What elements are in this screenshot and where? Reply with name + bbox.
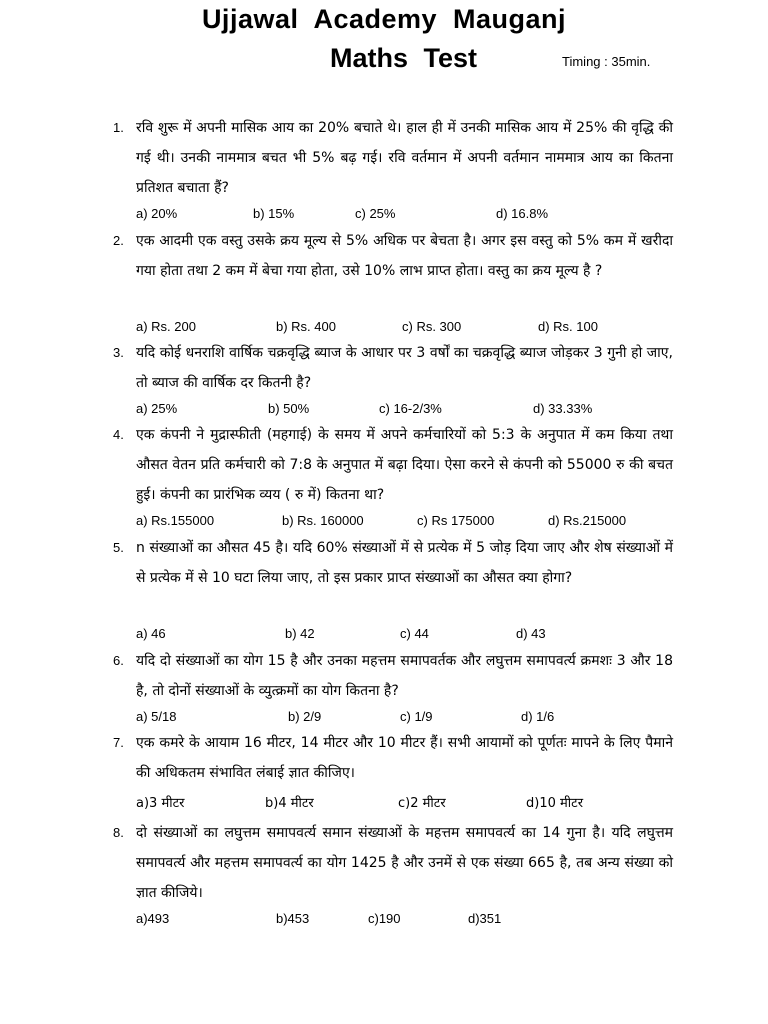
option-c: c)2 मीटर — [398, 796, 446, 811]
option-c: c) Rs. 300 — [402, 319, 462, 334]
option-b: b) Rs. 160000 — [282, 513, 364, 528]
option-d: d) Rs.215000 — [548, 513, 627, 528]
question-text: दो संख्याओं का लघुत्तम समापवर्त्य समान संख्याओं के महत्तम समापवर्त्य का 14 गुना है। यदि लघुत्तम समापवर्त्य और महत्तम समापवर्त्य का योग 1425 है और उनमें से एक संख्या 665 है, तब अन्य संख्या को ज्ञात कीजिये। — [136, 825, 673, 901]
options-row — [136, 793, 673, 811]
option-b: b) 50% — [268, 401, 310, 416]
option-b: b) 15% — [253, 206, 295, 221]
option-a: a) 5/18 — [136, 709, 177, 724]
options-row — [136, 911, 673, 929]
option-b: b)4 मीटर — [265, 796, 314, 811]
question-text: एक कमरे के आयाम 16 मीटर, 14 मीटर और 10 मीटर हैं। सभी आयामों को पूर्णतः मापने के लिए पैमाने की अधिकतम संभावित लंबाई ज्ञात कीजिए। — [136, 735, 673, 781]
question-text: यदि दो संख्याओं का योग 15 है और उनका महत्तम समापवर्तक और लघुत्तम समापवर्त्य क्रमशः 3 और 18 है, तो दोनों संख्याओं के व्युत्क्रमों का योग कितना है? — [136, 653, 673, 699]
option-d: d) 16.8% — [496, 206, 549, 221]
option-d: d) 43 — [516, 626, 546, 641]
option-a: a)3 मीटर — [136, 796, 185, 811]
options-row — [136, 626, 673, 644]
option-a: a) 20% — [136, 206, 178, 221]
options-row — [136, 513, 673, 531]
question-number: 3. — [113, 345, 124, 360]
options-row — [136, 319, 673, 337]
question-text: रवि शुरू में अपनी मासिक आय का 20% बचाते थे। हाल ही में उनकी मासिक आय में 25% की वृद्धि की गई थी। उनकी नाममात्र बचत भी 5% बढ़ गई। रवि वर्तमान में अपनी वर्तमान नाममात्र आय का कितना प्रतिशत बचाता हैं? — [136, 120, 673, 196]
option-a: a) 25% — [136, 401, 178, 416]
page-subtitle: Maths Test — [330, 43, 478, 73]
question-number: 6. — [113, 653, 124, 668]
option-c: c) 44 — [400, 626, 429, 641]
option-d: d) Rs. 100 — [538, 319, 598, 334]
option-c: c)190 — [368, 911, 401, 926]
question-text: n संख्याओं का औसत 45 है। यदि 60% संख्याओं में से प्रत्येक में 5 जोड़ दिया जाए और शेष संख्याओं में से प्रत्येक में से 10 घटा लिया जाए, तो इस प्रकार प्राप्त संख्याओं का औसत क्या होगा? — [136, 540, 673, 586]
options-row — [136, 206, 673, 224]
question-number: 2. — [113, 233, 124, 248]
options-row — [136, 709, 673, 727]
question-text: एक आदमी एक वस्तु उसके क्रय मूल्य से 5% अधिक पर बेचता है। अगर इस वस्तु को 5% कम में खरीदा गया होता तथा 2 कम में बेचा गया होता, उसे 10% लाभ प्राप्त होता। वस्तु का क्रय मूल्य है ? — [136, 233, 673, 279]
option-c: c) 1/9 — [400, 709, 433, 724]
option-d: d)10 मीटर — [526, 796, 584, 811]
options-row — [136, 401, 673, 419]
page-title: Ujjawal Academy Mauganj — [201, 4, 567, 34]
question-number: 7. — [113, 735, 124, 750]
option-a: a) 46 — [136, 626, 166, 641]
question-text: यदि कोई धनराशि वार्षिक चक्रवृद्धि ब्याज के आधार पर 3 वर्षों का चक्रवृद्धि ब्याज जोड़कर 3 गुनी हो जाए, तो ब्याज की वार्षिक दर कितनी है? — [136, 345, 673, 391]
question-number: 1. — [113, 120, 124, 135]
option-d: d)351 — [468, 911, 502, 926]
option-b: b) 2/9 — [288, 709, 322, 724]
question-text: एक कंपनी ने मुद्रास्फीती (महगाई) के समय में अपने कर्मचारियों को 5:3 के अनुपात में कम किया तथा औसत वेतन प्रति कर्मचारी को 7:8 के अनुपात में बढ़ा दिया। ऐसा करने से कंपनी को 55000 रु की बचत हुई। कंपनी का प्रारंभिक व्यय ( रु में) कितना था? — [136, 427, 673, 503]
question-number: 8. — [113, 825, 124, 840]
option-b: b)453 — [276, 911, 310, 926]
option-b: b) Rs. 400 — [276, 319, 336, 334]
question-number: 5. — [113, 540, 124, 555]
option-c: c) 16-2/3% — [379, 401, 442, 416]
option-a: a) Rs.155000 — [136, 513, 215, 528]
option-d: d) 33.33% — [533, 401, 593, 416]
option-c: c) 25% — [355, 206, 396, 221]
option-b: b) 42 — [285, 626, 315, 641]
option-a: a) Rs. 200 — [136, 319, 196, 334]
option-a: a)493 — [136, 911, 170, 926]
timing-label: Timing : 35min. — [562, 54, 651, 69]
option-c: c) Rs 175000 — [417, 513, 495, 528]
option-d: d) 1/6 — [521, 709, 555, 724]
question-number: 4. — [113, 427, 124, 442]
